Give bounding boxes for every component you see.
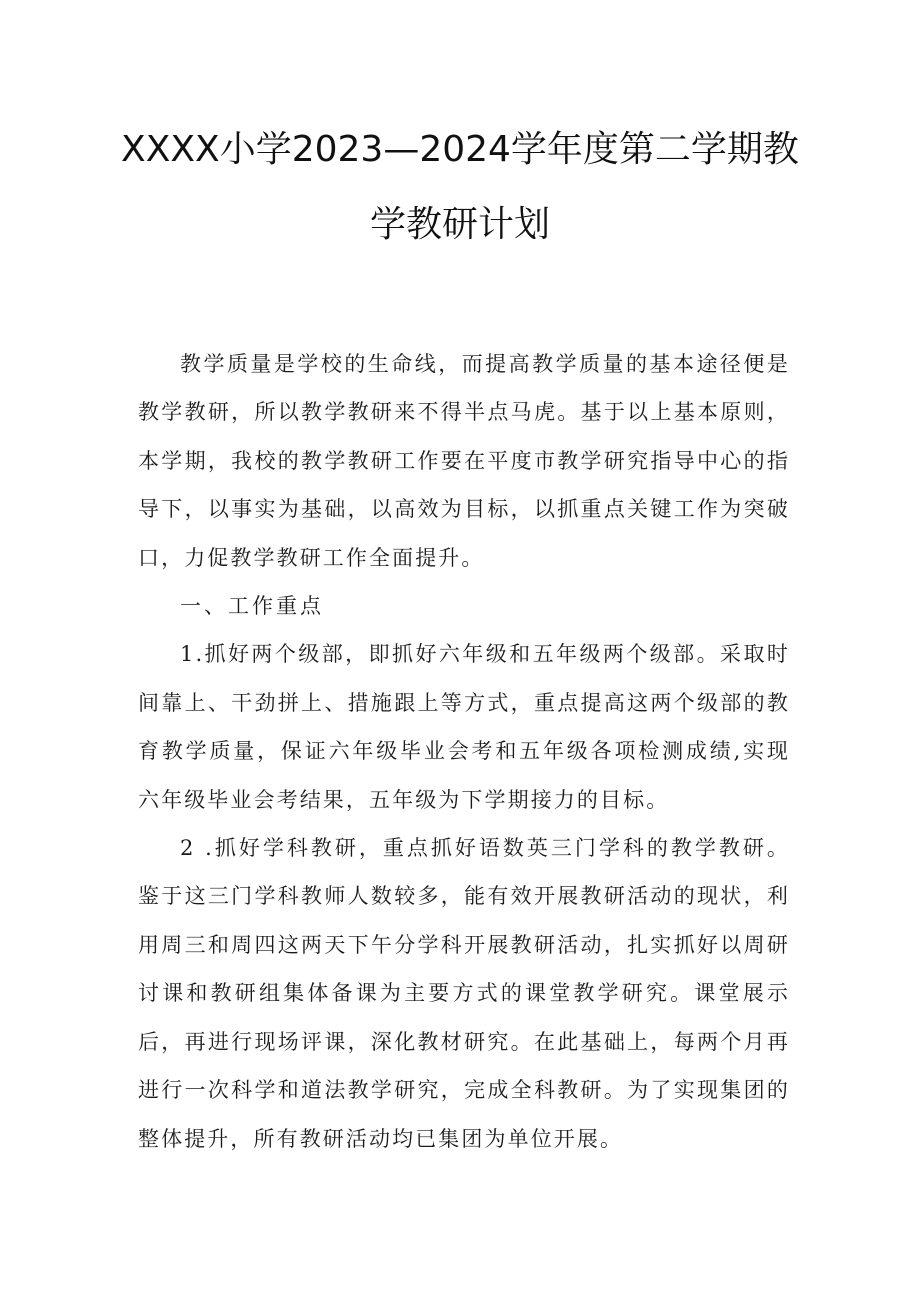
document-title-line-2: 学教研计划: [369, 204, 550, 245]
intro-paragraph: 教学质量是学校的生命线，而提高教学质量的基本途径便是教学教研，所以教学教研来不得半点马虎。基于以上基本原则，本学期，我校的教学教研工作要在平度市教学研究指导中心的指导下，以事实为基础，以高效为目标，以抓重点关键工作为突破口，力促教学教研工作全面提升。: [138, 352, 790, 570]
document-title-line-1: XXXX小学2023—2024学年度第二学期教: [121, 129, 799, 170]
paragraph-item-2: 2 .抓好学科教研，重点抓好语数英三门学科的教学教研。鉴于这三门学科教师人数较多，能有效开展教研活动的现状，利用周三和周四这两天下午分学科开展教研活动，扎实抓好以周研讨课和教研组集体备课为主要方式的课堂教学研究。课堂展示后，再进行现场评课，深化教材研究。在此基础上，每两个月再进行一次科学和道法教学研究，完成全科教研。为了实现集团的整体提升，所有教研活动均已集团为单位开展。: [138, 836, 790, 1151]
section-heading-work-focus: 一、工作重点: [180, 594, 324, 619]
document-body: [138, 340, 790, 1163]
paragraph-item-1: 1.抓好两个级部，即抓好六年级和五年级两个级部。采取时间靠上、干劲拼上、措施跟上等方式，重点提高这两个级部的教育教学质量，保证六年级毕业会考和五年级各项检测成绩,实现六年级毕业会考结果，五年级为下学期接力的目标。: [138, 642, 790, 812]
